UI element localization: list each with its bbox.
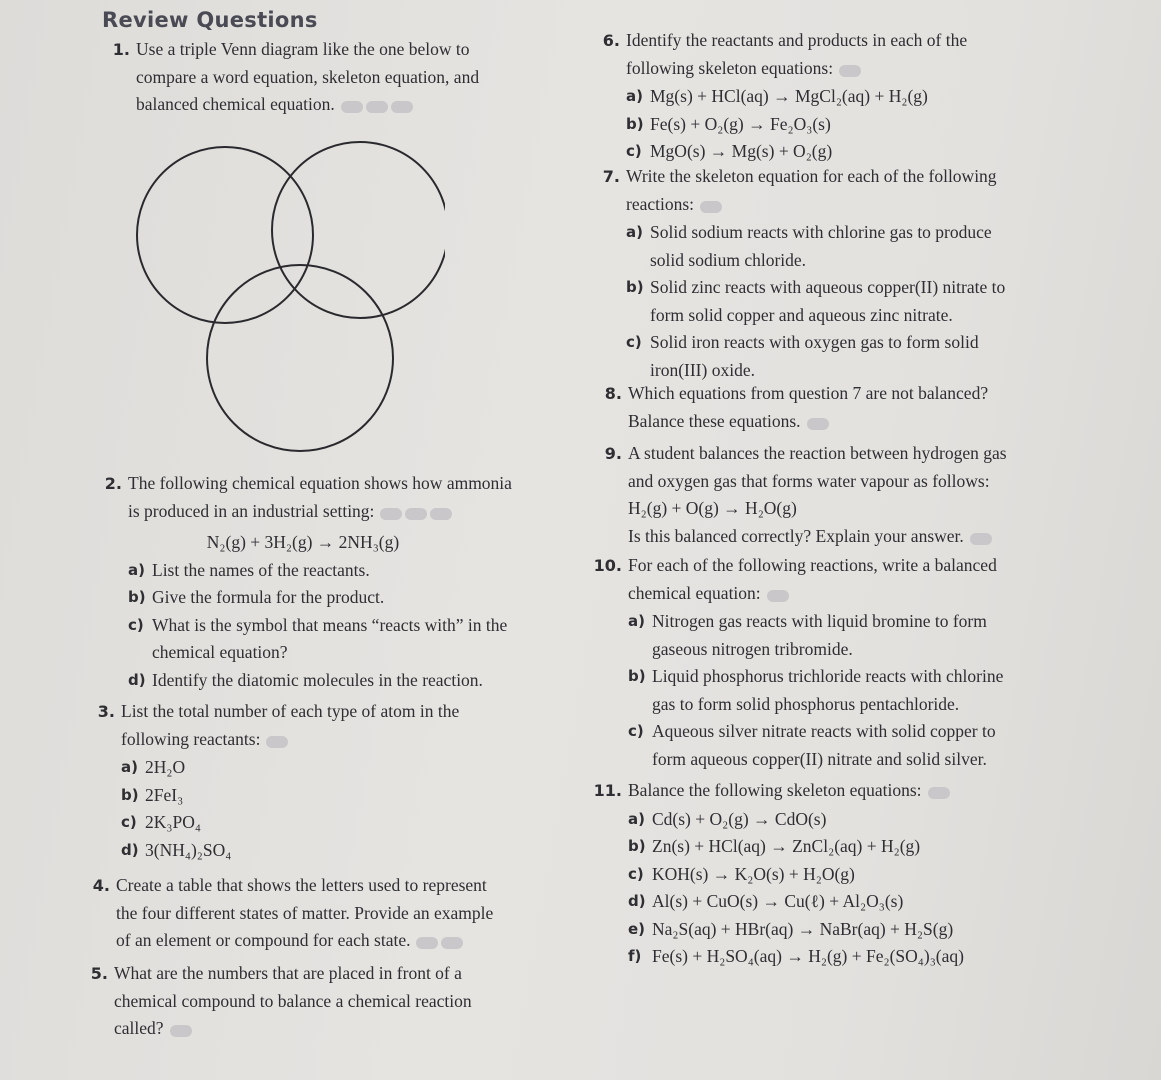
subpart-a: a) List the names of the reactants. (128, 559, 370, 580)
subpart-b: b) 2FeI₃ (121, 784, 184, 805)
text-line: chemical compound to balance a chemical reaction (114, 990, 472, 1011)
subpart-c: c) KOH(s) → K₂O(s) + H₂O(g) (628, 863, 855, 884)
text-line: Balance these equations. (628, 410, 801, 431)
question-number: 2. (104, 474, 122, 493)
text-line: and oxygen gas that forms water vapour as follows: (628, 470, 990, 491)
question-number: 4. (92, 876, 110, 895)
question-number: 11. (593, 781, 622, 800)
subpart-d: d) 3(NH₄)₂SO₄ (121, 839, 232, 860)
subpart-f: f) Fe(s) + H₂SO₄(aq) → H₂(g) + Fe₂(SO₄)₃(aq) (628, 946, 964, 967)
question-number: 5. (90, 964, 108, 983)
section-heading: Review Questions (102, 8, 318, 32)
skill-badges (928, 778, 953, 806)
equation: H₂(g) + O(g) → H₂O(g) (628, 498, 797, 518)
text-line: What are the numbers that are placed in front of a (114, 963, 462, 983)
subpart-d: d) Identify the diatomic molecules in the reaction. (128, 669, 483, 690)
text-line: Is this balanced correctly? Explain your answer. (628, 525, 964, 546)
skill-badges (970, 524, 995, 552)
skill-badges (839, 56, 864, 84)
subpart-c: c) What is the symbol that means “reacts with” in the chemical equation? (128, 614, 508, 663)
question-number: 6. (602, 31, 620, 50)
question-number: 9. (604, 444, 622, 463)
triple-venn-diagram (135, 130, 445, 460)
text-line: For each of the following reactions, write a balanced (628, 555, 997, 575)
text-line: chemical equation: (628, 582, 761, 603)
text-line: following reactants: (121, 728, 261, 749)
text-line: following skeleton equations: (626, 57, 834, 78)
equation: N₂(g) + 3H₂(g) → 2NH₃(g) (206, 532, 400, 553)
text-line: A student balances the reaction between hydrogen gas (628, 443, 1007, 463)
skill-badges (380, 499, 455, 527)
question-number: 3. (97, 702, 115, 721)
text-line: Identify the reactants and products in each of the (626, 30, 968, 50)
subpart-d: d) Al(s) + CuO(s) → Cu(ℓ) + Al₂O₃(s) (628, 891, 904, 912)
text-line: Which equations from question 7 are not balanced? (628, 383, 989, 403)
text-line: reactions: (626, 193, 695, 214)
venn-circle-bottom (207, 265, 393, 451)
subpart-b: b) Liquid phosphorus trichloride reacts with chlorine gas to form solid phosphorus pentachloride. (628, 666, 1004, 714)
subpart-e: e) Na₂S(aq) + HBr(aq) → NaBr(aq) + H₂S(g) (628, 918, 954, 939)
text-line: The following chemical equation shows how ammonia (128, 473, 512, 493)
text-line: Use a triple Venn diagram like the one below to (136, 39, 470, 59)
question-number: 7. (602, 167, 620, 186)
text-line: Create a table that shows the letters used to represent (116, 875, 487, 895)
subpart-c: c) MgO(s) → Mg(s) + O₂(g) (626, 141, 833, 162)
text-line: Balance the following skeleton equations: (628, 780, 922, 800)
venn-circle-left (137, 147, 313, 323)
text-line: is produced in an industrial setting: (128, 500, 375, 521)
skill-badges (341, 92, 416, 120)
subpart-b: b) Zn(s) + HCl(aq) → ZnCl₂(aq) + H₂(g) (628, 836, 921, 857)
text-line: called? (114, 1018, 164, 1038)
subpart-b: b) Fe(s) + O₂(g) → Fe₂O₃(s) (626, 113, 831, 134)
text-line: of an element or compound for each state. (116, 930, 411, 950)
text-line: Write the skeleton equation for each of the following (626, 166, 997, 186)
question-number: 1. (112, 40, 130, 59)
skill-badges (700, 192, 725, 220)
subpart-b: b) Give the formula for the product. (128, 587, 385, 608)
subpart-a: a) 2H₂O (121, 757, 186, 778)
subpart-c: c) 2K₃PO₄ (121, 812, 201, 833)
subpart-a: a) Solid sodium reacts with chlorine gas to produce solid sodium chloride. (626, 222, 992, 270)
subpart-c: c) Solid iron reacts with oxygen gas to form solid iron(III) oxide. (626, 332, 979, 380)
subpart-c: c) Aqueous silver nitrate reacts with solid copper to form aqueous copper(II) nitrate and solid silver. (628, 721, 996, 769)
text-line: compare a word equation, skeleton equation, and (136, 66, 480, 87)
subpart-a: a) Nitrogen gas reacts with liquid bromine to form gaseous nitrogen tribromide. (628, 611, 987, 659)
subpart-a: a) Mg(s) + HCl(aq) → MgCl₂(aq) + H₂(g) (626, 86, 928, 107)
text-line: the four different states of matter. Provide an example (116, 902, 494, 923)
skill-badges (807, 409, 832, 437)
skill-badges (416, 928, 466, 956)
text-line: balanced chemical equation. (136, 94, 335, 114)
question-number: 8. (604, 384, 622, 403)
subpart-b: b) Solid zinc reacts with aqueous copper(II) nitrate to form solid copper and aqueous zinc nitrate. (626, 277, 1006, 325)
venn-circle-right (272, 142, 445, 318)
subpart-a: a) Cd(s) + O₂(g) → CdO(s) (628, 808, 827, 829)
skill-badges (767, 581, 792, 609)
text-line: List the total number of each type of atom in the (121, 701, 460, 721)
question-number: 10. (593, 556, 622, 575)
skill-badges (170, 1016, 195, 1044)
skill-badges (266, 727, 291, 755)
